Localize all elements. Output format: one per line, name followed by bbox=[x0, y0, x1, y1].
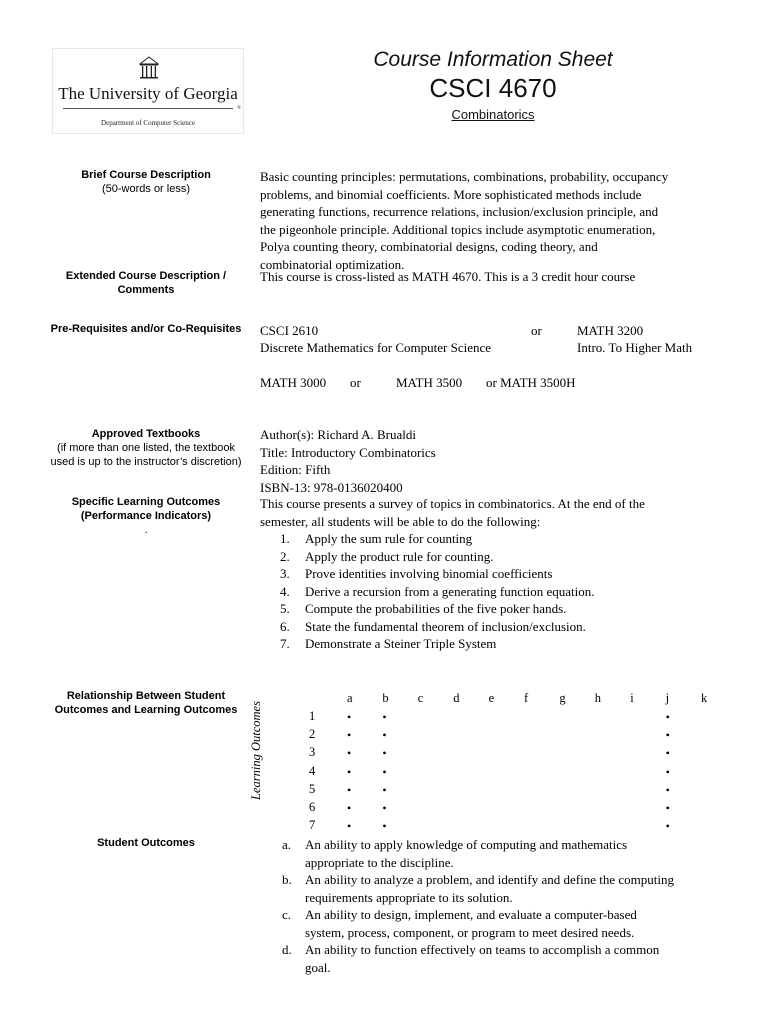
university-name: The University of Georgia bbox=[58, 84, 238, 103]
matrix-dot: • bbox=[347, 728, 352, 743]
matrix-column-header: c bbox=[417, 691, 424, 705]
label-student-outcomes: Student Outcomes bbox=[97, 837, 195, 849]
list-item: 6. State the fundamental theorem of inclusion/exclusion. bbox=[280, 618, 586, 634]
list-item: 7. Demonstrate a Steiner Triple System bbox=[280, 636, 497, 651]
label-brief-description: Brief Course Description (50-words or less) bbox=[81, 169, 211, 195]
matrix-column-header: k bbox=[701, 691, 708, 705]
matrix-dot: • bbox=[347, 819, 352, 834]
prereq-csci-code: CSCI 2610 bbox=[260, 323, 319, 338]
arch-icon bbox=[139, 55, 159, 81]
prereq-or: or bbox=[531, 323, 542, 338]
list-item: 3. Prove identities involving binomial coefficients bbox=[280, 566, 553, 581]
sheet-title: Course Information Sheet bbox=[373, 48, 613, 71]
label-prerequisites: Pre-Requisites and/or Co-Requisites bbox=[50, 323, 242, 335]
list-item: 5. Compute the probabilities of the five poker hands. bbox=[280, 601, 567, 616]
logo-divider bbox=[63, 108, 233, 109]
matrix-dot: • bbox=[382, 746, 387, 761]
matrix-axis-label: Learning Outcomes bbox=[249, 701, 263, 800]
learning-outcomes: This course presents a survey of topics in combinatorics. At the end of the semester, all students will be able to do the following: 1. Apply the sum rule for counting 2. Apply the product rule for counting. 3. Prove identities involving binomial coefficients 4. Derive a recursion from a generating function equation. 5. Compute the probabilities of the five poker hands. 6. State the fundamental theorem of inclusion/exclusion. 7. Demonstrate a Steiner Triple System bbox=[260, 495, 738, 653]
list-item: d. An ability to function effectively on teams to accomplish a common goal. bbox=[282, 942, 660, 975]
matrix-column-header: g bbox=[559, 691, 566, 705]
matrix-row-header: 1 bbox=[309, 709, 316, 723]
list-item: 4. Derive a recursion from a generating function equation. bbox=[280, 583, 595, 599]
course-name: Combinatorics bbox=[451, 107, 535, 122]
matrix-dot: • bbox=[665, 801, 670, 815]
prereq-math-code: MATH 3200 bbox=[577, 323, 644, 338]
matrix-dot: • bbox=[347, 782, 352, 797]
matrix-dot: • bbox=[382, 782, 387, 797]
matrix-row-header: 5 bbox=[309, 781, 316, 796]
registered-mark: ® bbox=[237, 106, 241, 111]
textbook-info bbox=[260, 426, 738, 496]
prereq-math3500h: or MATH 3500H bbox=[486, 375, 576, 390]
prereq-math3000: MATH 3000 bbox=[260, 375, 327, 390]
textbook-edition: Edition: Fifth bbox=[260, 462, 331, 477]
list-item: 2. Apply the product rule for counting. bbox=[280, 548, 494, 564]
label-extended-description: Extended Course Description / Comments bbox=[65, 270, 227, 296]
course-code: CSCI 4670 bbox=[429, 73, 557, 103]
matrix-dot: • bbox=[382, 764, 387, 779]
matrix-column-header: e bbox=[488, 691, 495, 705]
textbook-authors: Author(s): Richard A. Brualdi bbox=[260, 427, 416, 442]
matrix-dot: • bbox=[665, 710, 670, 724]
matrix-row-header: 6 bbox=[309, 800, 316, 814]
matrix-dot: • bbox=[347, 710, 352, 724]
list-item: a. An ability to apply knowledge of computing and mathematics appropriate to the discipline. bbox=[282, 837, 628, 870]
textbook-isbn: ISBN-13: 978-0136020400 bbox=[260, 479, 403, 495]
matrix-column-header: j bbox=[665, 691, 670, 705]
matrix-dot: • bbox=[382, 710, 387, 724]
matrix-column-header: a bbox=[347, 691, 353, 705]
matrix-dot: • bbox=[382, 728, 387, 743]
prereq-math-name: Intro. To Higher Math bbox=[577, 340, 693, 355]
label-textbooks: Approved Textbooks (if more than one listed, the textbook used is up to the instructor’s discretion) bbox=[50, 428, 242, 468]
university-logo bbox=[52, 48, 244, 134]
matrix-row-header: 2 bbox=[309, 727, 316, 742]
matrix-column-header: b bbox=[382, 691, 389, 705]
brief-description: Basic counting principles: permutations, combinations, probability, occupancy problems, and binomial coefficients. More sophisticated methods include generating functions, recurrence relations, inclusion/exclusion principle, and the pigeonhole principle. Additional topics include asymptotic enumeration, Polya counting theory, combinatorial designs, coding theory, and combinatorial optimization. bbox=[260, 169, 669, 272]
matrix-row-header: 4 bbox=[309, 763, 316, 778]
matrix-dot: • bbox=[665, 782, 670, 797]
matrix-dot: • bbox=[347, 746, 352, 761]
textbook-title: Title: Introductory Combinatorics bbox=[260, 444, 436, 460]
label-relationship: Relationship Between Student Outcomes and Learning Outcomes bbox=[54, 690, 238, 716]
label-learning-outcomes: Specific Learning Outcomes (Performance Indicators) . bbox=[71, 496, 221, 536]
matrix-column-header: h bbox=[594, 691, 602, 705]
matrix-column-header: i bbox=[630, 691, 634, 705]
list-item: 1. Apply the sum rule for counting bbox=[280, 531, 473, 546]
list-item: c. An ability to design, implement, and evaluate a computer-based system, process, component, or program to meet desired needs. bbox=[282, 907, 637, 940]
matrix-dot: • bbox=[382, 801, 387, 815]
matrix-dot: • bbox=[665, 764, 670, 779]
matrix-dot: • bbox=[665, 728, 670, 743]
list-item: b. An ability to analyze a problem, and identify and define the computing requirements appropriate to its solution. bbox=[282, 872, 674, 905]
department-name: Department of Computer Science bbox=[101, 119, 195, 127]
matrix-row-header: 3 bbox=[309, 745, 316, 760]
student-outcomes bbox=[260, 836, 738, 976]
matrix-row-header: 7 bbox=[309, 818, 316, 833]
prereq-or: or bbox=[350, 375, 361, 390]
prereq-math3500: MATH 3500 bbox=[396, 375, 463, 390]
matrix-dot: • bbox=[347, 764, 352, 779]
matrix-dot: • bbox=[347, 801, 352, 815]
matrix-column-header: f bbox=[524, 691, 529, 705]
extended-description: This course is cross-listed as MATH 4670. This is a 3 credit hour course bbox=[260, 269, 636, 284]
matrix-column-header: d bbox=[453, 691, 460, 705]
matrix-dot: • bbox=[382, 819, 387, 834]
matrix-dot: • bbox=[665, 819, 670, 834]
matrix-dot: • bbox=[665, 746, 670, 761]
prereq-csci-name: Discrete Mathematics for Computer Science bbox=[260, 340, 492, 355]
